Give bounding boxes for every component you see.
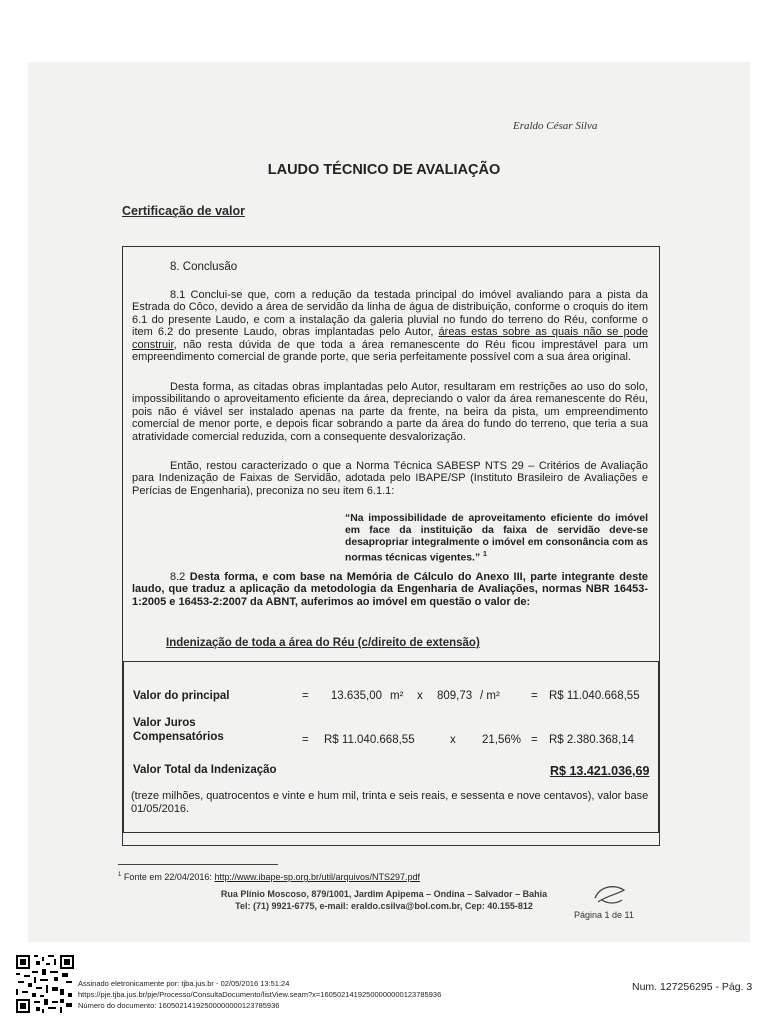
indemnity-heading: Indenização de toda a área do Réu (c/direito de extensão) <box>166 637 480 649</box>
quote-footnote-ref: 1 <box>483 551 487 558</box>
principal-label: Valor do principal <box>133 690 230 702</box>
interest-eq: = <box>302 734 309 746</box>
paragraph-3: Então, restou caracterizado o que a Norma Técnica SABESP NTS 29 – Critérios de Avaliação para Indenização de Faixas de Servidão, adotada pelo IBAPE/SP (Instituto Brasileiro de Avaliações e Perícias de Engenharia), preconiza no seu item 6.1.1: <box>132 460 648 497</box>
norm-quote <box>345 513 648 564</box>
interest-result: R$ 2.380.368,14 <box>549 734 635 746</box>
electronic-signature-info <box>78 978 441 1011</box>
section-heading: Certificação de valor <box>122 204 245 218</box>
document-number-line: Número do documento: 16050214192500000000123785936 <box>78 1001 280 1010</box>
principal-times: x <box>417 690 423 702</box>
principal-eq: = <box>302 690 309 702</box>
total-value: R$ 13.421.036,69 <box>550 764 650 778</box>
value-in-words: (treze milhões, quatrocentos e vinte e hum mil, trinta e seis reais, e sessenta e nove centavos), valor base 01/05/2016. <box>131 790 649 815</box>
paragraph-8-2-bold: Desta forma, e com base na Memória de Cálculo do Anexo III, parte integrante deste laudo, que traduz a aplicação da metodologia da Engenharia de Avaliações, normas NBR 16453-1:2005 e 16453-2:2007 da ABNT, auferimos ao imóvel em questão o valor de: <box>132 571 648 608</box>
paragraph-8-2 <box>132 571 648 608</box>
underlined-phrase: áreas estas sobre as quais não se pode construir <box>132 326 649 351</box>
rubric-icon <box>592 882 628 910</box>
address-line-1: Rua Plínio Moscoso, 879/1001, Jardim Apipema – Ondina – Salvador – Bahia <box>220 889 548 899</box>
page-number: Página 1 de 11 <box>574 910 634 920</box>
norm-quote-text: “Na impossibilidade de aproveitamento eficiente do imóvel em face da instituição da faixa de servidão deve-se desapropriar integralmente o imóvel em consonância com as normas técnicas vigentes.” <box>345 513 648 564</box>
footnote <box>118 872 420 882</box>
principal-unit: m² <box>390 690 404 702</box>
principal-eq2: = <box>531 690 538 702</box>
interest-rate: 21,56% <box>482 734 522 746</box>
interest-eq2: = <box>531 734 538 746</box>
document-url-line[interactable]: https://pje.tjba.jus.br/pje/Processo/ConsultaDocumento/listView.seam?x=16050214192500000000123785936 <box>78 990 442 999</box>
footnote-link[interactable]: http://www.ibape-sp.org.br/util/arquivos/NTS297.pdf <box>214 872 421 882</box>
footnote-mark: 1 <box>118 872 122 878</box>
principal-rate-unit: / m² <box>480 690 500 702</box>
qr-code-icon <box>16 955 74 1013</box>
paragraph-8-1 <box>132 289 648 363</box>
principal-rate: 809,73 <box>437 690 473 702</box>
footnote-text: Fonte em 22/04/2016: <box>123 872 212 882</box>
paragraph-8-1-text: 8.1 Conclui-se que, com a redução da testada principal do imóvel avaliando para a pista da Estrada do Côco, devido a área de servidão da linha de água de distribuição, conforme o croquis do item 6.1 do presente Laudo, e com a instalação da galeria pluvial no fundo do terreno do Réu, conforme o item 6.2 do presente Laudo, obras implantadas pelo Autor, <box>132 289 648 339</box>
document-num-page: Num. 127256295 - Pág. 3 <box>632 981 753 993</box>
author-signature: Eraldo César Silva <box>513 120 598 132</box>
paragraph-2: Desta forma, as citadas obras implantadas pelo Autor, resultaram em restrições ao uso do solo, impossibilitando o aproveitamento eficiente da área, depreciando o valor da área remanescente do Réu, pois não é viável ser instalado apenas na parte da frente, na beira da pista, um empreendimento comercial de menor porte, e depois ficar sobrando a parte da área do fundo do terreno, que teria a sua atratividade comercial reduzida, com a consequente desvalorização. <box>132 381 648 443</box>
paragraph-8-1-end: , não resta dúvida de que toda a área remanescente do Réu ficou imprestável para um empreendimento comercial de grande porte, que seria perfeitamente possível com a sua área original. <box>132 338 648 364</box>
interest-label-2: Compensatórios <box>133 731 224 743</box>
interest-label-1: Valor Juros <box>133 717 196 729</box>
paragraph-8-2-number: 8.2 <box>170 571 186 583</box>
footnote-divider <box>118 864 278 865</box>
page-title: LAUDO TÉCNICO DE AVALIAÇÃO <box>267 162 501 178</box>
total-label: Valor Total da Indenização <box>133 764 277 776</box>
conclusion-heading: 8. Conclusão <box>170 261 238 273</box>
signed-by-line: Assinado eletronicamente por: tjba.jus.br - 02/05/2016 13:51:24 <box>78 979 290 988</box>
principal-result: R$ 11.040.668,55 <box>549 690 640 702</box>
address-line-2: Tel: (71) 9921-6775, e-mail: eraldo.csilva@bol.com.br, Cep: 40.155-812 <box>235 901 533 911</box>
principal-area: 13.635,00 <box>330 690 382 702</box>
interest-times: x <box>450 734 456 746</box>
interest-base: R$ 11.040.668,55 <box>324 734 415 746</box>
